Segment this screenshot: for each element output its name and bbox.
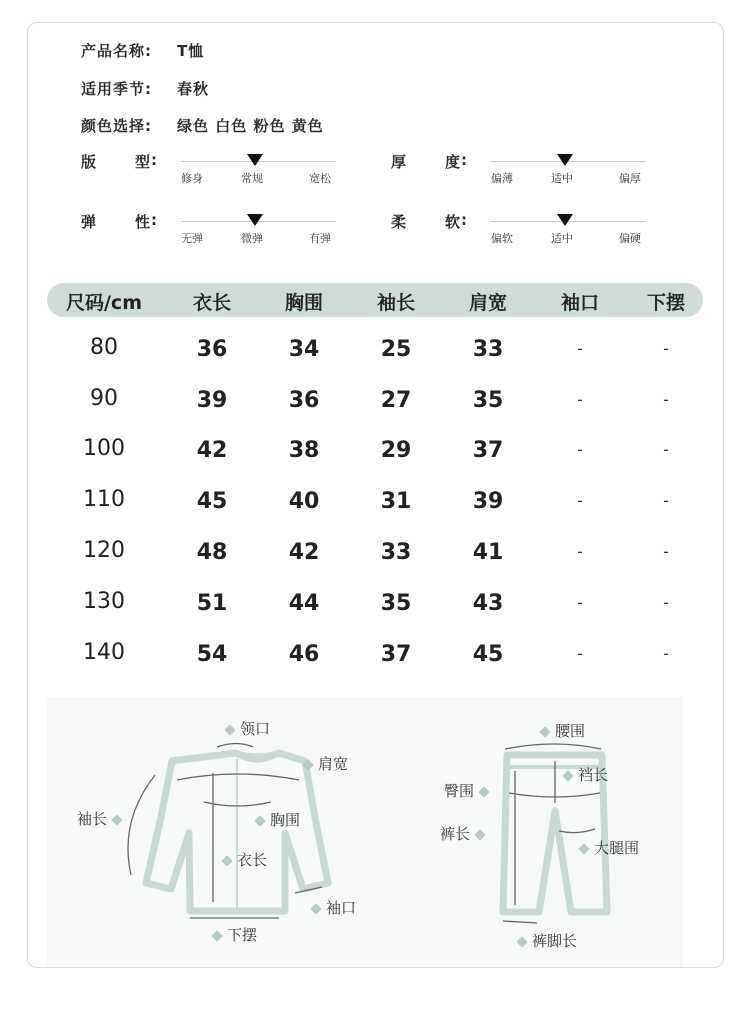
color-value: 绿色 白色 粉色 黄色 — [177, 117, 324, 135]
fit-scale — [81, 151, 341, 191]
measurement-cell: - — [663, 491, 669, 510]
measurement-cell: 48 — [196, 540, 228, 565]
cuff-label: 袖口 — [306, 897, 356, 918]
season-value: 春秋 — [177, 80, 210, 98]
collar-label: 领口 — [220, 718, 270, 739]
measurement-cell: 45 — [472, 642, 504, 667]
measurement-cell: 27 — [380, 388, 412, 413]
measurement-cell: - — [577, 491, 583, 510]
diamond-icon — [224, 724, 235, 735]
fit-option: 常规 — [241, 172, 263, 185]
product-name-row — [81, 40, 204, 61]
measurement-cell: - — [577, 542, 583, 561]
table-header-cell: 袖口 — [560, 292, 600, 314]
diamond-icon — [111, 814, 122, 825]
season-label: 适用季节: — [81, 80, 152, 98]
measurement-cell: 41 — [472, 540, 504, 565]
garment-figures — [47, 697, 683, 967]
measurement-cell: 35 — [472, 388, 504, 413]
measurement-cell: 42 — [288, 540, 320, 565]
table-header-cell: 尺码/cm — [65, 292, 143, 314]
thickness-label-char: 度 — [445, 153, 461, 171]
size-cell: 110 — [83, 487, 125, 512]
measurement-cell: 36 — [196, 337, 228, 362]
softness-scale — [391, 211, 651, 251]
measurement-diagram — [47, 697, 683, 967]
measurement-cell: - — [663, 593, 669, 612]
thickness-label-char: 厚 — [391, 153, 407, 171]
size-cell: 130 — [83, 589, 125, 614]
measurement-cell: 44 — [288, 591, 320, 616]
product-name-label: 产品名称: — [81, 42, 152, 60]
season-row — [81, 78, 209, 99]
diamond-icon — [516, 936, 527, 947]
table-row — [0, 640, 750, 680]
measurement-cell: - — [663, 542, 669, 561]
table-header-cell: 袖长 — [376, 292, 416, 314]
size-cell: 140 — [83, 640, 125, 665]
size-cell: 120 — [83, 538, 125, 563]
elasticity-colon: : — [151, 211, 157, 229]
size-cell: 100 — [83, 436, 125, 461]
selected-marker-icon — [557, 154, 573, 166]
thickness-colon: : — [461, 151, 467, 169]
chest-label: 胸围 — [250, 809, 300, 830]
shoulder-label: 肩宽 — [298, 753, 348, 774]
size-cell: 90 — [90, 386, 118, 411]
fit-label-char: 版 — [81, 153, 97, 171]
color-row — [81, 115, 324, 136]
diamond-icon — [310, 903, 321, 914]
elasticity-scale — [81, 211, 341, 251]
diamond-icon — [562, 770, 573, 781]
table-header-cell: 下摆 — [646, 292, 686, 314]
elasticity-label-char: 性 — [135, 213, 151, 231]
diamond-icon — [539, 726, 550, 737]
size-table-header — [47, 283, 703, 317]
table-header-cell: 胸围 — [284, 292, 324, 314]
sleeve-label: 袖长 — [77, 808, 127, 829]
measurement-cell: 25 — [380, 337, 412, 362]
measurement-cell: 39 — [196, 388, 228, 413]
elasticity-option: 微弹 — [241, 232, 263, 245]
product-name-value: T恤 — [177, 42, 205, 60]
measurement-cell: - — [577, 593, 583, 612]
measurement-cell: 39 — [472, 489, 504, 514]
selected-marker-icon — [247, 154, 263, 166]
thickness-option: 偏厚 — [619, 172, 641, 185]
thigh-label: 大腿围 — [574, 837, 639, 858]
diamond-icon — [474, 829, 485, 840]
fit-option: 宽松 — [309, 172, 331, 185]
softness-option: 偏软 — [491, 232, 513, 245]
thickness-scale — [391, 151, 651, 191]
measurement-cell: 36 — [288, 388, 320, 413]
thickness-option: 适中 — [551, 172, 573, 185]
diamond-icon — [254, 815, 265, 826]
measurement-cell: - — [577, 440, 583, 459]
table-row — [0, 436, 750, 476]
hem-label: 下摆 — [207, 924, 257, 945]
softness-option: 偏硬 — [619, 232, 641, 245]
measurement-cell: 40 — [288, 489, 320, 514]
measurement-cell: 45 — [196, 489, 228, 514]
fit-colon: : — [151, 151, 157, 169]
measurement-cell: 42 — [196, 438, 228, 463]
softness-option: 适中 — [551, 232, 573, 245]
table-row — [0, 386, 750, 426]
diamond-icon — [578, 843, 589, 854]
table-row — [0, 335, 750, 375]
elasticity-option: 有弹 — [309, 232, 331, 245]
table-row — [0, 487, 750, 527]
measurement-cell: 43 — [472, 591, 504, 616]
diamond-icon — [478, 786, 489, 797]
pants-length-label: 裤长 — [440, 823, 490, 844]
measurement-cell: - — [663, 390, 669, 409]
elasticity-option: 无弹 — [181, 232, 203, 245]
diamond-icon — [221, 855, 232, 866]
diamond-icon — [302, 759, 313, 770]
measurement-cell: 46 — [288, 642, 320, 667]
measurement-cell: 54 — [196, 642, 228, 667]
selected-marker-icon — [557, 214, 573, 226]
fit-label-char: 型 — [135, 153, 151, 171]
measurement-cell: 29 — [380, 438, 412, 463]
rise-label: 裆长 — [558, 764, 608, 785]
measurement-cell: 38 — [288, 438, 320, 463]
selected-marker-icon — [247, 214, 263, 226]
measurement-cell: 35 — [380, 591, 412, 616]
table-row — [0, 589, 750, 629]
table-header-cell: 衣长 — [192, 292, 232, 314]
table-header-cell: 肩宽 — [468, 292, 508, 314]
measurement-cell: 37 — [380, 642, 412, 667]
measurement-cell: - — [663, 440, 669, 459]
measurement-cell: 31 — [380, 489, 412, 514]
shirt-figure — [146, 753, 328, 911]
measurement-cell: - — [577, 644, 583, 663]
softness-label-char: 柔 — [391, 213, 407, 231]
softness-colon: : — [461, 211, 467, 229]
measurement-cell: - — [577, 390, 583, 409]
thickness-option: 偏薄 — [491, 172, 513, 185]
fit-option: 修身 — [181, 172, 203, 185]
measurement-cell: - — [577, 339, 583, 358]
measurement-cell: 34 — [288, 337, 320, 362]
measurement-cell: 33 — [472, 337, 504, 362]
leg-opening-label: 裤脚长 — [512, 930, 577, 951]
measurement-cell: 33 — [380, 540, 412, 565]
size-cell: 80 — [90, 335, 118, 360]
measurement-cell: 37 — [472, 438, 504, 463]
measurement-cell: 51 — [196, 591, 228, 616]
softness-label-char: 软 — [445, 213, 461, 231]
length-label: 衣长 — [217, 849, 267, 870]
measurement-cell: - — [663, 644, 669, 663]
color-label: 颜色选择: — [81, 117, 152, 135]
hip-label: 臀围 — [444, 780, 494, 801]
diamond-icon — [211, 930, 222, 941]
table-row — [0, 538, 750, 578]
measurement-cell: - — [663, 339, 669, 358]
elasticity-label-char: 弹 — [81, 213, 97, 231]
waist-label: 腰围 — [535, 720, 585, 741]
